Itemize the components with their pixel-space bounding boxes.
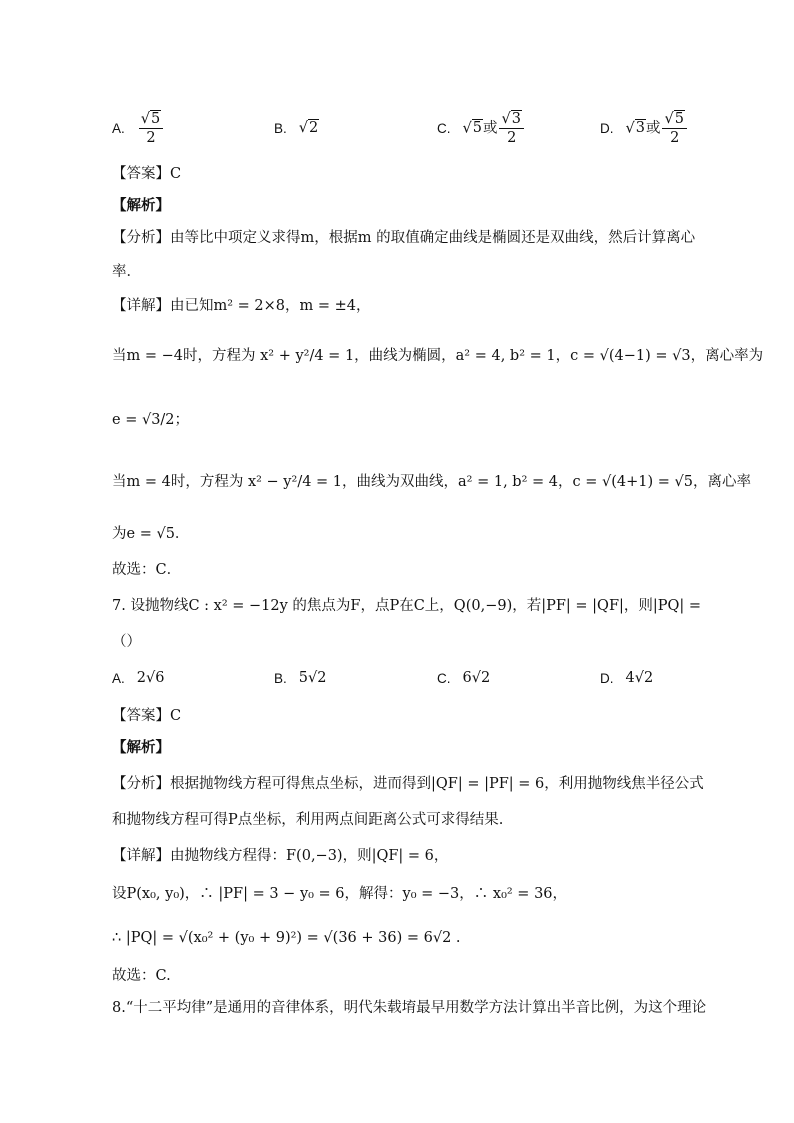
- q6-option-b: [274, 106, 319, 150]
- q7-fenxi: 【分析】根据抛物线方程可得焦点坐标，进而得到|QF| = |PF| = 6，利用抛物线焦半径公式: [112, 776, 704, 792]
- q7-options: [112, 656, 692, 700]
- q6-fenxi-cont: 率．: [112, 264, 141, 280]
- q7-analysis-title: 【解析】: [112, 740, 170, 756]
- option-expr: $\frac{√5}{2}$: [139, 110, 163, 147]
- q6-xiangjie: 【详解】由已知m² = 2×8，m = ±4，: [112, 298, 371, 314]
- q8-stem: 8.“十二平均律”是通用的音律体系，明代朱载堉最早用数学方法计算出半音比例，为这个理论: [112, 1000, 707, 1016]
- q6-fenxi: 【分析】由等比中项定义求得m，根据m 的取值确定曲线是椭圆还是双曲线，然后计算离心: [112, 230, 696, 246]
- option-label: C.: [437, 120, 451, 136]
- option-expr: 4√2: [625, 670, 654, 686]
- q6-options: [112, 106, 692, 150]
- q7-option-b: [274, 656, 326, 700]
- option-expr: √2: [298, 120, 319, 136]
- q6-choice: 故选：C．: [112, 562, 182, 578]
- q7-option-a: [112, 656, 164, 700]
- option-label: B.: [274, 120, 287, 136]
- q7-step2: ∴ |PQ| = √(x₀² + (y₀ + 9)²) = √(36 + 36) = 6√2 .: [112, 930, 461, 946]
- option-expr: √5或 $\frac{√3}{2}$: [463, 110, 526, 147]
- q6-case1: 当m = −4时，方程为 x² + y²/4 = 1，曲线为椭圆，a² = 4, b² = 1，c = √(4−1) = √3，离心率为: [112, 348, 764, 364]
- q6-option-d: [600, 106, 689, 150]
- option-expr: 5√2: [298, 670, 327, 686]
- q7-stem: 7. 设抛物线C : x² = −12y 的焦点为F，点P在C上，Q(0,−9)，若|PF| = |QF|，则|PQ| =: [112, 598, 702, 614]
- option-label: D.: [600, 670, 614, 686]
- q6-option-a: [112, 106, 165, 150]
- q7-answer: 【答案】C: [112, 708, 182, 724]
- q6-answer: 【答案】C: [112, 166, 182, 182]
- q7-step1: 设P(x₀, y₀)，∴ |PF| = 3 − y₀ = 6，解得：y₀ = −3，∴ x₀² = 36，: [112, 886, 568, 902]
- q7-stem-cont: （）: [112, 634, 141, 650]
- option-expr: 2√6: [136, 670, 165, 686]
- q7-option-c: [437, 656, 490, 700]
- option-label: D.: [600, 120, 614, 136]
- option-label: B.: [274, 670, 287, 686]
- q7-option-d: [600, 656, 653, 700]
- option-expr: 6√2: [462, 670, 491, 686]
- option-label: A.: [112, 670, 125, 686]
- q6-case2: 当m = 4时，方程为 x² − y²/4 = 1，曲线为双曲线，a² = 1, b² = 4，c = √(4+1) = √5，离心率: [112, 474, 751, 490]
- q6-option-c: [437, 106, 526, 150]
- q7-xiangjie: 【详解】由抛物线方程得：F(0,−3)，则|QF| = 6，: [112, 848, 449, 864]
- q6-case2-e: 为e = √5．: [112, 526, 190, 542]
- option-label: A.: [112, 120, 125, 136]
- q7-choice: 故选：C.: [112, 968, 171, 984]
- q7-fenxi-cont: 和抛物线方程可得P点坐标，利用两点间距离公式可求得结果.: [112, 812, 504, 828]
- q6-case1-e: e = √3/2；: [112, 412, 190, 428]
- option-expr: √3或 $\frac{√5}{2}$: [626, 110, 689, 147]
- q6-analysis-title: 【解析】: [112, 198, 170, 214]
- option-label: C.: [437, 670, 451, 686]
